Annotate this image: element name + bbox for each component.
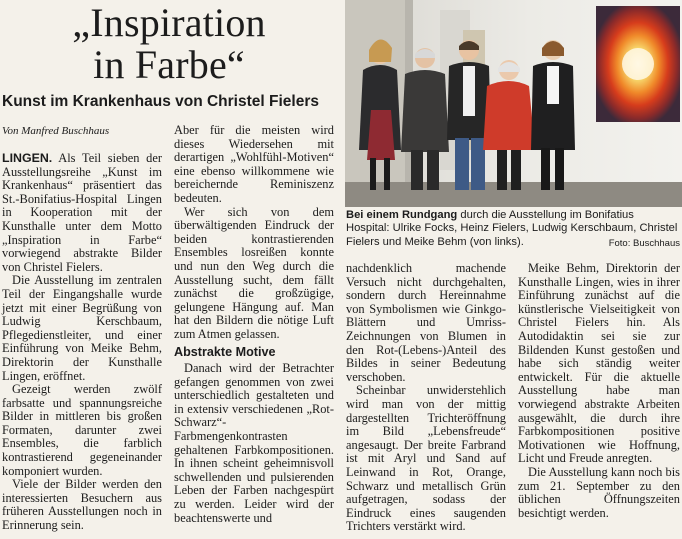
photo-credit: Foto: Buschhaus	[608, 237, 680, 249]
photo-illustration	[345, 0, 682, 207]
paragraph: Scheinbar unwiderstehlich wird man von der mittig dargestellten Trichteröffnung im Bild „Lebensfreude“ angesaugt. Der breite Farbrand ist mit Aryl und Sand auf Leinwand in Rot, Orange, Schwarz und metallisch Grün aufgetragen, sodass der Eindruck eines saugenden Trichters verstärkt wird.	[346, 383, 506, 534]
paragraph: nachdenklich machende Versuch nicht durchgehalten, sondern durch Hereinnahme von Symbolismen wie Ginkgo-Blättern und Umriss-Zeichnungen von Blumen in den Rot-(Lebens-)Anteil des Bildes in seiner Bedeutung verschoben.	[346, 261, 506, 384]
photo-caption	[346, 209, 680, 250]
section-heading: Abstrakte Motive	[174, 344, 276, 359]
caption-lead: Bei einem Rundgang	[346, 209, 458, 221]
paragraph: Danach wird der Betrachter gefangen genommen von zwei unterschiedlich gestalteten und in extensiv verschiedenen „Rot-Schwarz“-Farbmengenkontrasten gehaltenen Farbkompositionen. In ihnen scheint geheimnisvoll schwellenden und pulsierenden Leben der Farben nachgespürt zu werden. Leider wird der beachtenswerte und	[174, 361, 334, 525]
lead-text: Als Teil sieben der Ausstellungsreihe „Kunst im Krankenhaus“ präsentiert das St.-Bonifatius-Hospital Lingen in Kooperation mit der Kunsthalle unter dem Motto „Inspiration in Farbe“ vorwiegend abstrakte Bilder von Christel Fielers.	[2, 151, 162, 274]
article-column-1	[2, 152, 162, 533]
article-photo	[345, 0, 682, 207]
paragraph: Die Ausstellung im zentralen Teil der Eingangshalle wurde jetzt mit einer Begrüßung von Ludwig Kerschbaum, Pflegedienstleiter, und einer Einführung von Meike Behm, Direktorin der Kunsthalle Lingen, eröffnet.	[2, 273, 162, 383]
paragraph: Viele der Bilder werden den interessierten Besuchern aus früheren Ausstellungen noch in Erinnerung sein.	[2, 477, 162, 533]
article-column-3	[346, 262, 506, 534]
headline-line-1: „Inspiration	[72, 0, 266, 45]
paragraph: Die Ausstellung kann noch bis zum 21. September zu den üblichen Öffnungszeiten besichtigt werden.	[518, 464, 680, 520]
dateline: LINGEN.	[2, 151, 53, 165]
paragraph: Meike Behm, Direktorin der Kunsthalle Lingen, wies in ihrer Einführung zunächst auf die künstlerische Vielseitigkeit von Christel Fielers hin. Als Autodidaktin sei sie zur Bildenden Kunst gestoßen und habe sich ständig weiter entwickelt. Für die aktuelle Ausstellung habe man vorwiegend abstrakte Arbeiten ausgewählt, die durch ihre Farbkompositionen positive Motivationen wie Hoffnung, Licht und Freude anregten.	[518, 261, 680, 466]
paragraph: Gezeigt werden zwölf farbsatte und spannungsreiche Bilder in mittleren bis großen Formaten, darunter zwei Ensembles, die farblich kontrastierend gegeneinander komponiert wurden.	[2, 382, 162, 478]
byline: Von Manfred Buschhaus	[2, 125, 110, 137]
paragraph-lead	[2, 152, 162, 274]
subheadline: Kunst im Krankenhaus von Christel Fielers	[2, 93, 319, 110]
article-column-2	[174, 124, 334, 525]
paragraph: Aber für die meisten wird dieses Wiedersehen mit derartigen „Wohlfühl-Motiven“ eine ebenso willkommene wie bereichernde Reminiszenz bedeuten.	[174, 123, 334, 205]
caption-text: durch die Ausstellung im Bonifatius Hospital: Ulrike Focks, Heinz Fielers, Ludwig Kerschbaum, Christel Fielers und Meike Behm (von links).	[346, 209, 678, 248]
article-column-4	[518, 262, 680, 520]
headline-line-2: in Farbe“	[93, 42, 245, 87]
paragraph: Wer sich von dem überwältigenden Eindruck der beiden kontrastierenden Ensembles losreißen konnte und nun den Weg durch die Ausstellung sucht, dem fällt zunächst die großzügige, gelungene Hängung auf. Man hat den Bildern die nötige Luft zum Atmen gelassen.	[174, 204, 334, 341]
headline	[0, 2, 338, 86]
